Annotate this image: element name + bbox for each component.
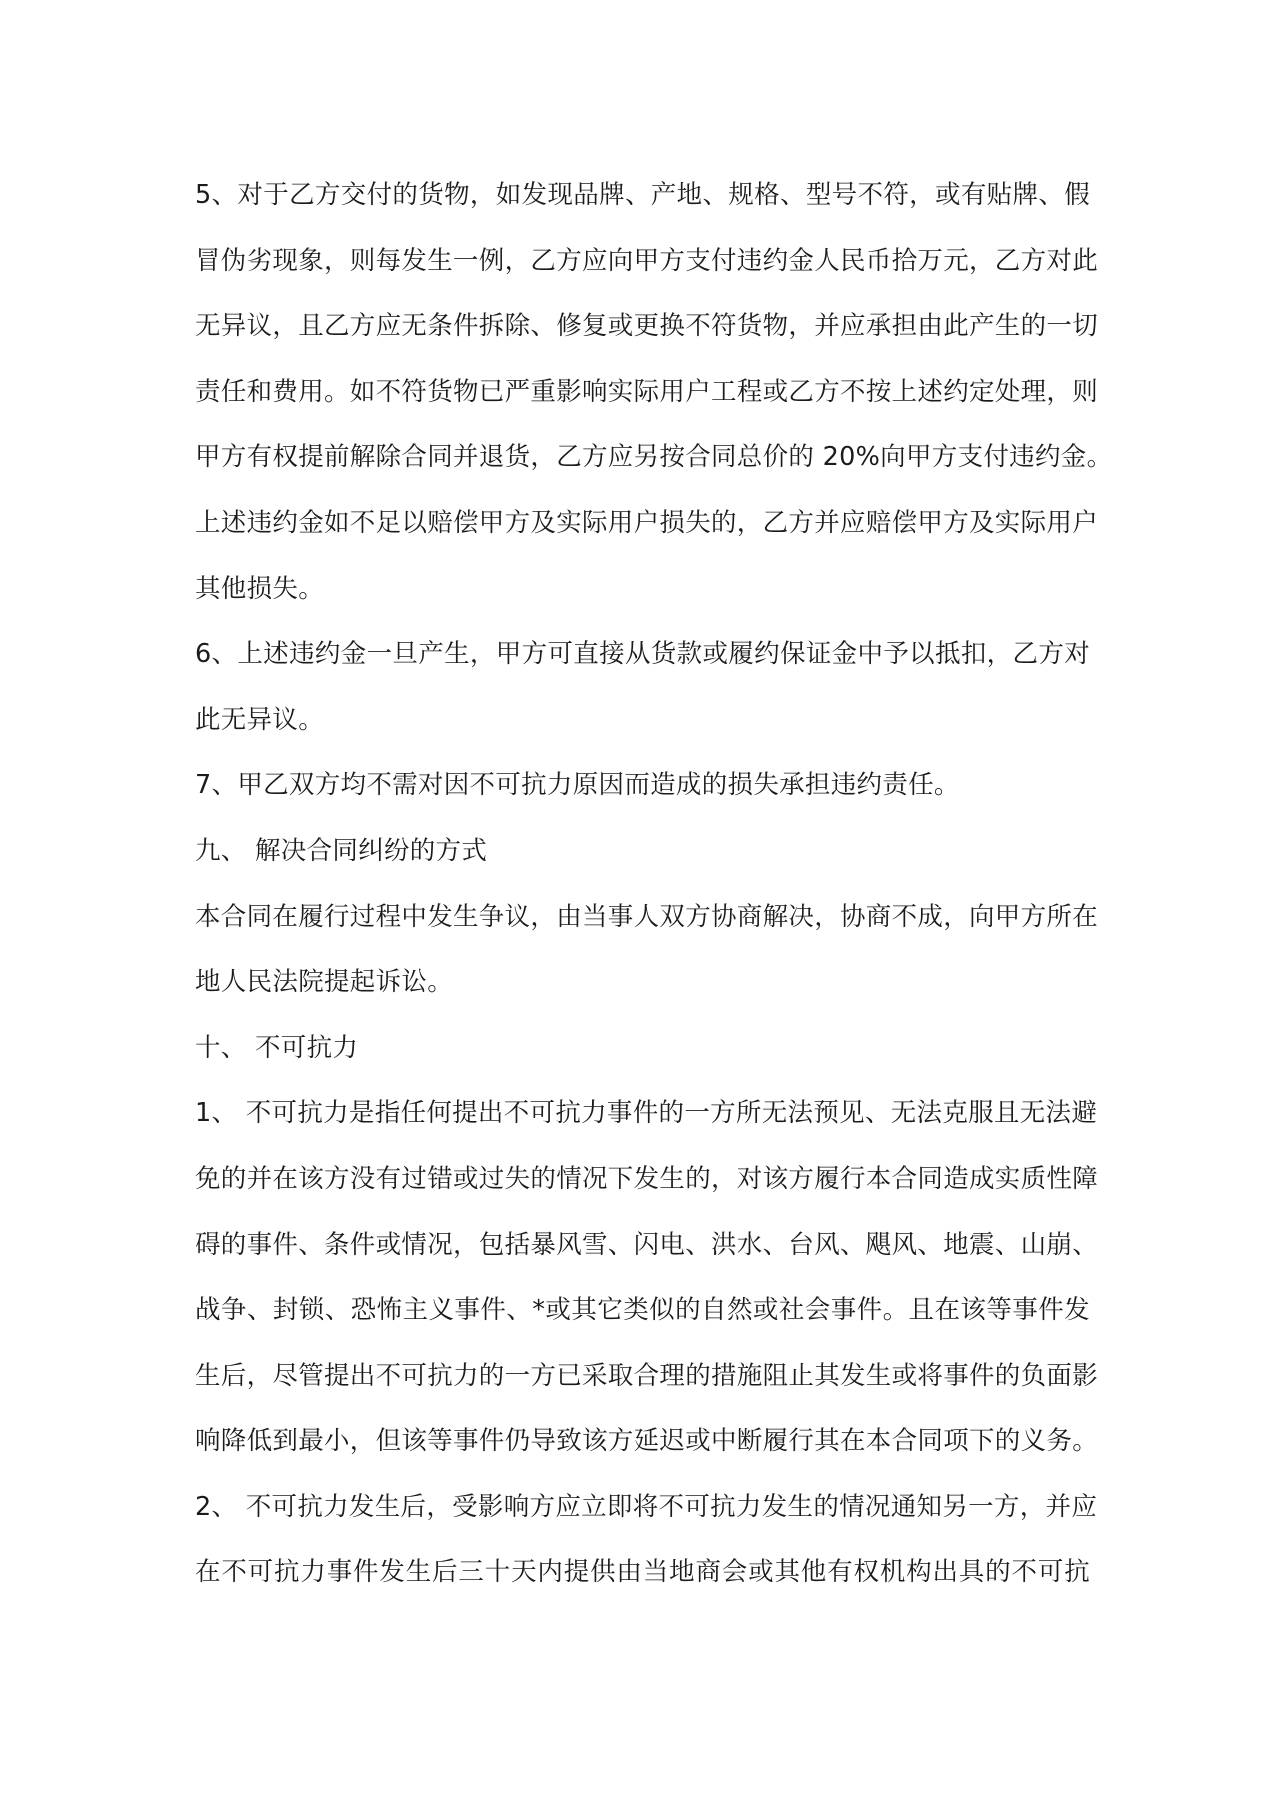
text-line: 5、对于乙方交付的货物，如发现品牌、产地、规格、型号不符，或有贴牌、假	[195, 180, 1090, 210]
document-body	[195, 163, 1113, 1606]
text-line: 本合同在履行过程中发生争议，由当事人双方协商解决，协商不成，向甲方所在	[195, 901, 1099, 932]
section-heading: 十、 不可抗力	[195, 1032, 359, 1063]
text-line: 免的并在该方没有过错或过失的情况下发生的，对该方履行本合同造成实质性障	[195, 1163, 1099, 1194]
text-line: 7、甲乙双方均不需对因不可抗力原因而造成的损失承担违约责任。	[195, 770, 960, 801]
text-line: 冒伪劣现象，则每发生一例，乙方应向甲方支付违约金人民币拾万元，乙方对此	[195, 245, 1099, 276]
text-line: 响降低到最小，但该等事件仍导致该方延迟或中断履行其在本合同项下的义务。	[195, 1426, 1099, 1457]
text-line: 生后，尽管提出不可抗力的一方已采取合理的措施阻止其发生或将事件的负面影	[195, 1360, 1099, 1391]
text-line: 其他损失。	[195, 573, 325, 604]
text-line: 责任和费用。如不符货物已严重影响实际用户工程或乙方不按上述约定处理，则	[195, 376, 1099, 407]
text-line: 战争、封锁、恐怖主义事件、*或其它类似的自然或社会事件。且在该等事件发	[195, 1295, 1090, 1326]
text-line: 甲方有权提前解除合同并退货，乙方应另按合同总价的 20%向甲方支付违约金。	[195, 442, 1113, 473]
text-line: 6、上述违约金一旦产生，甲方可直接从货款或履约保证金中予以抵扣，乙方对	[195, 639, 1090, 670]
text-line: 碍的事件、条件或情况，包括暴风雪、闪电、洪水、台风、飓风、地震、山崩、	[195, 1229, 1099, 1260]
text-line: 上述违约金如不足以赔偿甲方及实际用户损失的，乙方并应赔偿甲方及实际用户	[195, 507, 1099, 538]
text-line: 在不可抗力事件发生后三十天内提供由当地商会或其他有权机构出具的不可抗	[195, 1557, 1090, 1588]
text-line: 无异议，且乙方应无条件拆除、修复或更换不符货物，并应承担由此产生的一切	[195, 311, 1099, 342]
text-line: 此无异议。	[195, 704, 325, 735]
text-line: 2、 不可抗力发生后，受影响方应立即将不可抗力发生的情况通知另一方，并应	[195, 1491, 1098, 1522]
section-heading: 九、 解决合同纠纷的方式	[195, 835, 488, 866]
text-line: 1、 不可抗力是指任何提出不可抗力事件的一方所无法预见、无法克服且无法避	[195, 1098, 1098, 1129]
text-line: 地人民法院提起诉讼。	[195, 967, 454, 998]
